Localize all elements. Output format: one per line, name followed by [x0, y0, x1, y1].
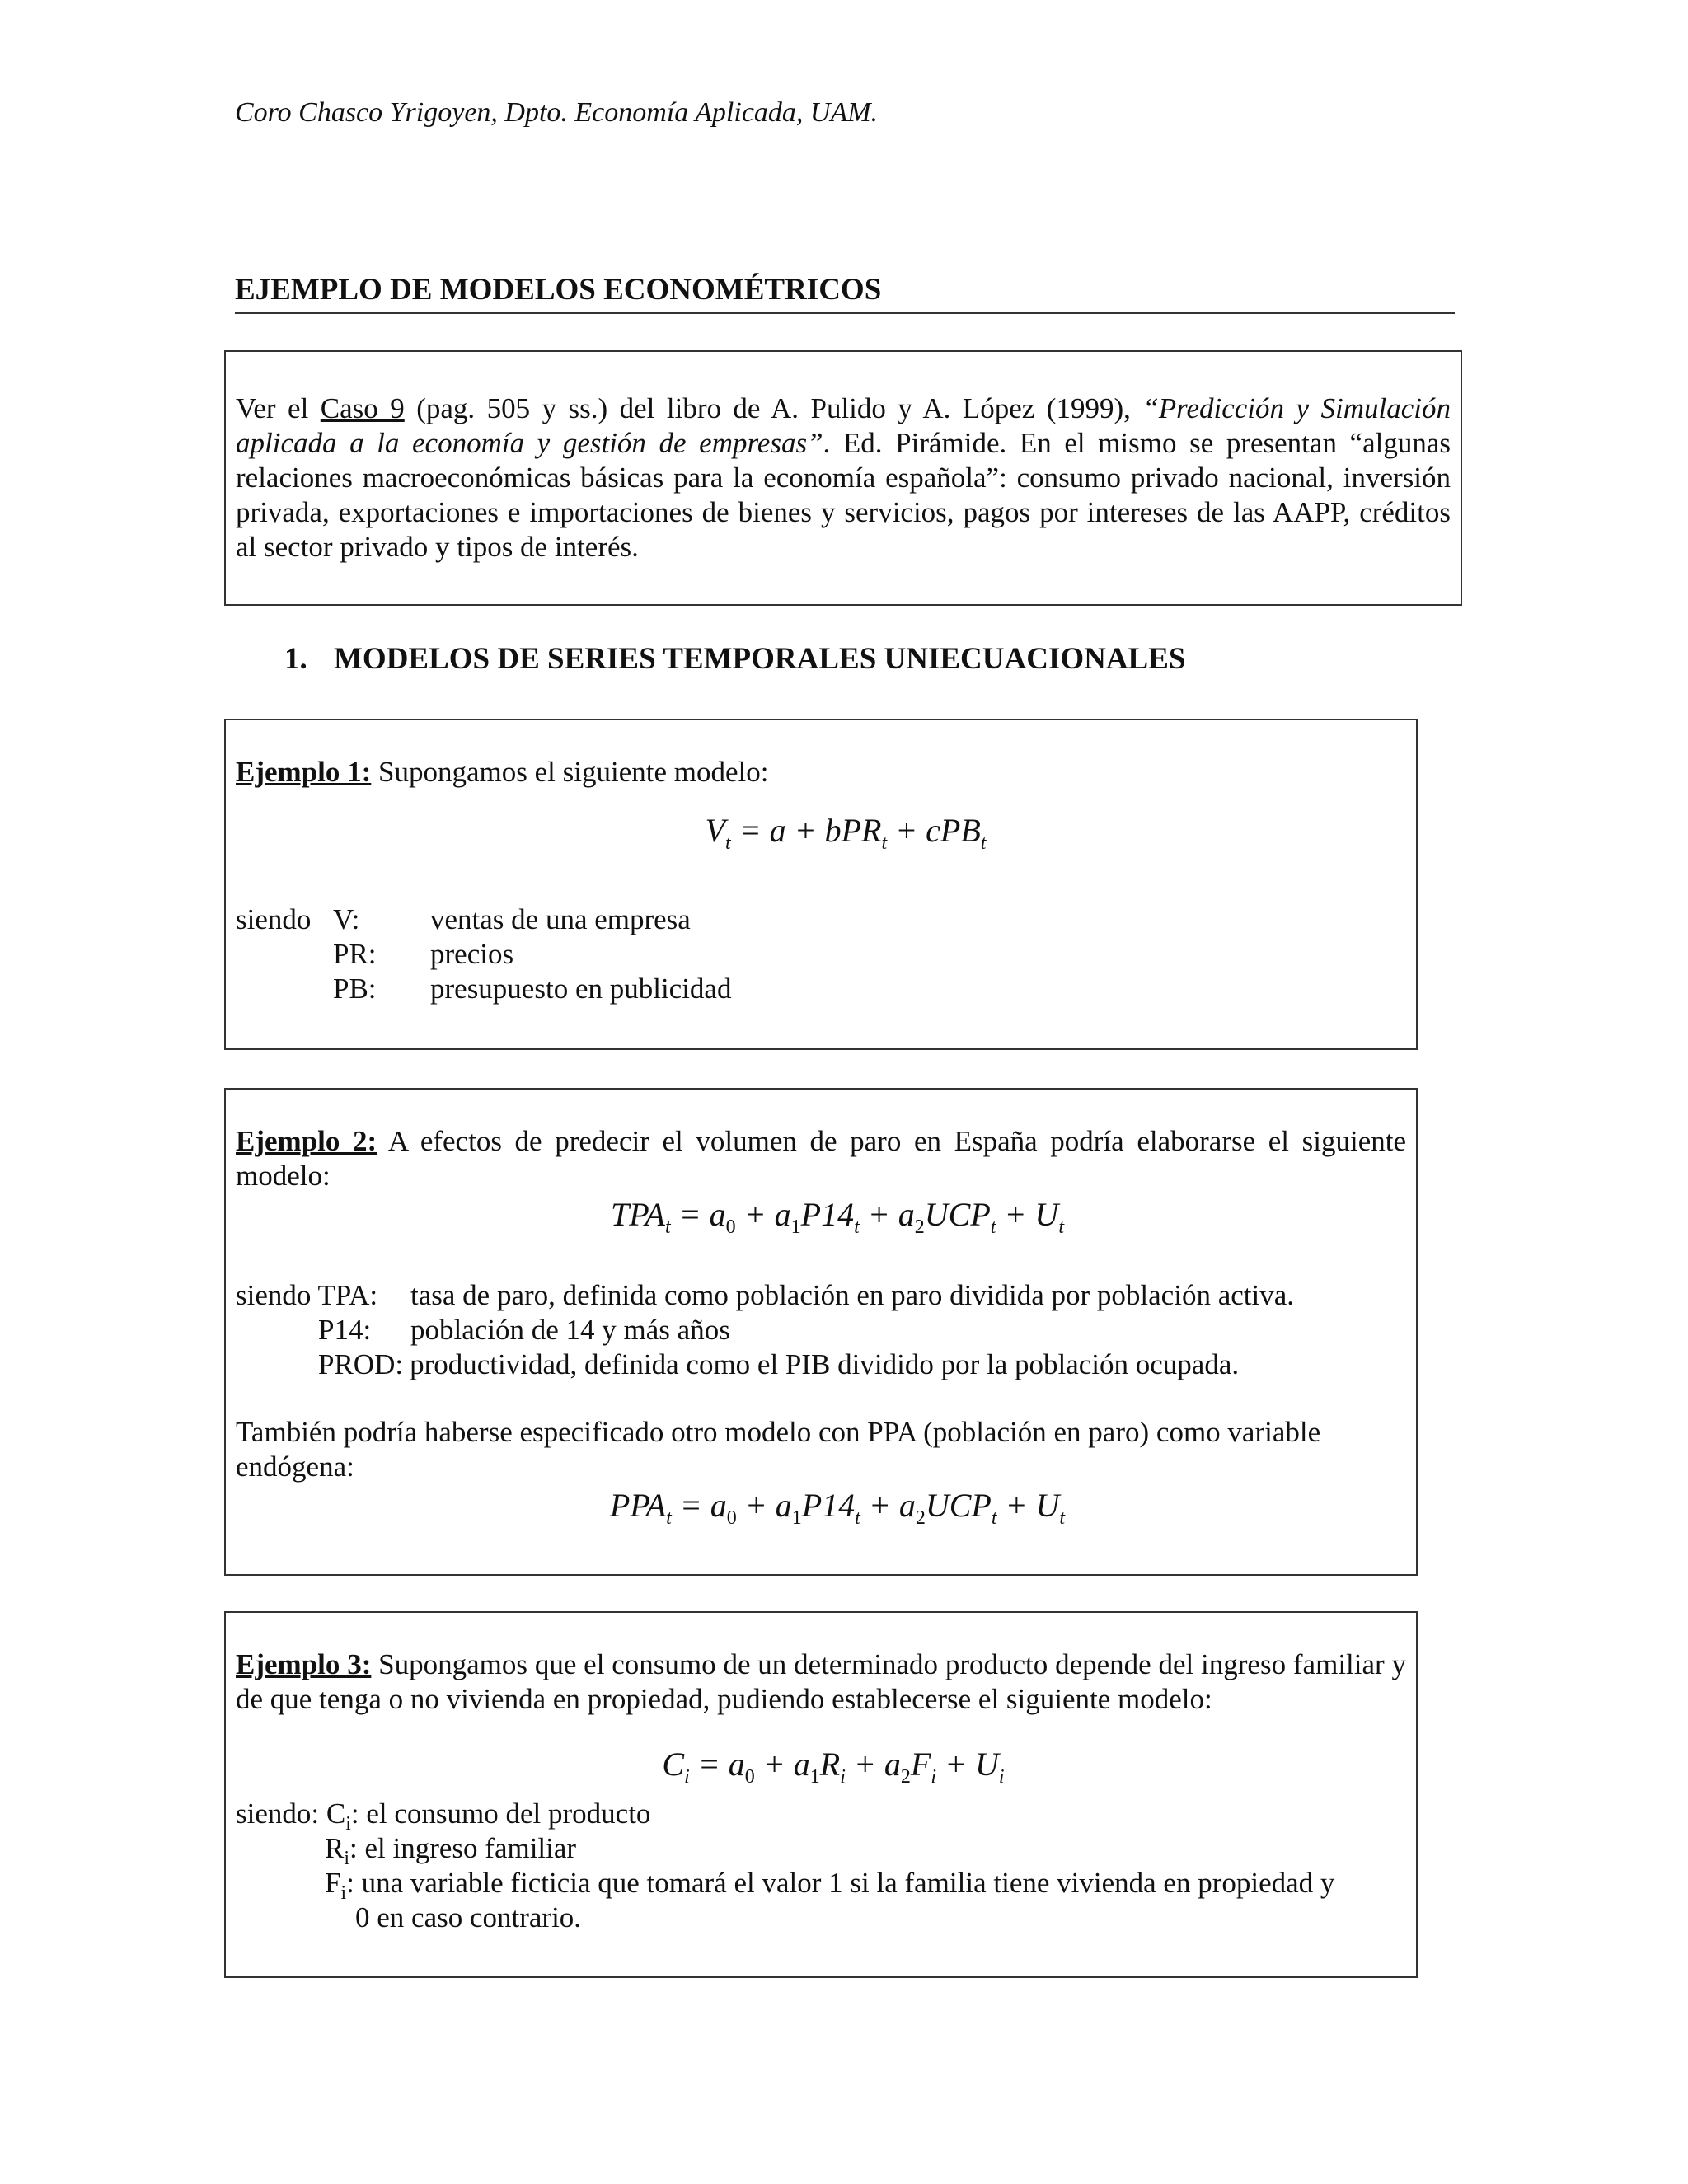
ejemplo-1-label: Ejemplo 1: [236, 756, 372, 788]
siendo-label: siendo: [236, 1797, 326, 1830]
definition-description: población de 14 y más años [410, 1314, 730, 1346]
formula-sub-i: i [931, 1766, 936, 1788]
section-heading [284, 641, 1186, 677]
definition-description: : el ingreso familiar [349, 1832, 577, 1864]
formula-a: a [710, 1487, 727, 1524]
definition-subscript: i [344, 1848, 350, 1869]
definition-variable: F [325, 1867, 341, 1899]
definition-description: : una variable ficticia que tomará el valor 1 si la familia tiene vivienda en propiedad y [346, 1867, 1335, 1899]
formula-sub-t: t [724, 832, 731, 854]
definition-description: ventas de una empresa [430, 903, 691, 935]
formula-lhs: TPA [611, 1196, 665, 1233]
formula-p14: P14 [800, 1196, 855, 1233]
formula-sub-2: 2 [900, 1766, 911, 1788]
definition-description: tasa de paro, definida como población en paro dividida por población activa. [410, 1279, 1294, 1311]
siendo-label: siendo [236, 903, 312, 935]
ejemplo-3-text: Supongamos que el consumo de un determinado producto depende del ingreso familiar y de que tenga o no vivienda en propiedad, pudiendo establecerse el siguiente modelo: [236, 1648, 1406, 1715]
formula-sub-i: i [684, 1766, 690, 1788]
ejemplo-2-intro [236, 1124, 1406, 1193]
formula-sub-t: t [980, 832, 987, 854]
definition-row [236, 1347, 1406, 1382]
formula-a: a [884, 1746, 901, 1783]
formula-rhs-1: = a + bPR [730, 812, 882, 849]
formula-sub-t: t [664, 1216, 671, 1238]
ejemplo-2-formula-2: $PPA_t = a_0 + a_1P14_t + a_2UCP_t + U_t$ [609, 1487, 1066, 1529]
formula-sub-2: 2 [915, 1507, 926, 1529]
definition-description: precios [430, 938, 514, 970]
definition-row [236, 937, 1406, 972]
definition-row [236, 1313, 1406, 1347]
ejemplo-3-intro [236, 1647, 1406, 1717]
ejemplo-2-definitions [236, 1278, 1406, 1382]
formula-u: U [1034, 1196, 1059, 1233]
intro-box [224, 350, 1462, 606]
definition-row [236, 1866, 1406, 1904]
definition-row [236, 1831, 1406, 1869]
intro-paragraph [236, 391, 1451, 565]
definition-variable: R [325, 1832, 345, 1864]
definition-variable: PR: [333, 938, 377, 970]
formula-a: a [774, 1196, 791, 1233]
formula-u: U [1035, 1487, 1060, 1524]
section-title: MODELOS DE SERIES TEMPORALES UNIECUACIONALES [334, 642, 1186, 676]
definition-variable: PROD: [318, 1348, 404, 1380]
book-title: “Predicción y Simulación aplicada a la economía y gestión de empresas” [236, 392, 1451, 459]
document-title: EJEMPLO DE MODELOS ECONOMÉTRICOS [235, 272, 1455, 314]
definition-row [236, 1278, 1406, 1313]
formula-sub-0: 0 [744, 1766, 755, 1788]
formula-v: V [705, 812, 725, 849]
ejemplo-1-box [224, 719, 1418, 1050]
intro-text-3: . Ed. Pirámide. En el mismo se presentan “algunas relaciones macroeconómicas básicas para la economía española”: consumo privado nacional, inversión privada, exportaciones e importaciones de bienes y servicios, pagos por intereses de las AAPP, créditos al sector privado y tipos de interés. [236, 427, 1451, 563]
formula-sub-1: 1 [791, 1507, 802, 1529]
formula-a: a [793, 1746, 810, 1783]
intro-text-1: Ver el [236, 392, 321, 424]
formula-a: a [775, 1487, 792, 1524]
formula-a: a [709, 1196, 726, 1233]
formula-sub-2: 2 [914, 1216, 925, 1238]
intro-text-2: (pag. 505 y ss.) del libro de A. Pulido y A. López (1999), [404, 392, 1143, 424]
definition-variable: PB: [333, 972, 377, 1005]
formula-r: R [819, 1746, 841, 1783]
definition-description: presupuesto en publicidad [430, 972, 732, 1005]
ejemplo-2-text: A efectos de predecir el volumen de paro en España podría elaborarse el siguiente modelo: [236, 1125, 1406, 1192]
formula-ucp: UCP [924, 1196, 991, 1233]
formula-sub-i: i [998, 1766, 1005, 1788]
definition-row [236, 902, 1406, 937]
formula-a: a [898, 1487, 916, 1524]
formula-sub-0: 0 [725, 1216, 736, 1238]
definition-variable: V: [333, 903, 360, 935]
formula-a: a [898, 1196, 915, 1233]
formula-sub-i: i [840, 1766, 846, 1788]
formula-sub-t: t [991, 1507, 997, 1529]
ejemplo-1-intro [236, 755, 1406, 790]
formula-u: U [975, 1746, 999, 1783]
author-header: Coro Chasco Yrigoyen, Dpto. Economía Aplicada, UAM. [235, 97, 879, 128]
formula-sub-t: t [854, 1216, 860, 1238]
ejemplo-2-alt-model-text: También podría haberse especificado otro modelo con PPA (población en paro) como variable endógena: [236, 1416, 1321, 1483]
definition-subscript: i [345, 1813, 351, 1835]
formula-lhs: PPA [609, 1487, 667, 1524]
definition-row [236, 972, 1406, 1006]
formula-rhs-2: + cPB [887, 812, 981, 849]
formula-ucp: UCP [925, 1487, 992, 1524]
ejemplo-1-definitions [236, 902, 1406, 1006]
ejemplo-2-formula-1: $TPA_t = a_0 + a_1P14_t + a_2UCP_t + U_t$ [611, 1196, 1064, 1238]
ejemplo-2-box [224, 1088, 1418, 1576]
ejemplo-3-label: Ejemplo 3: [236, 1648, 372, 1680]
section-number: 1. [284, 642, 307, 676]
formula-sub-1: 1 [790, 1216, 801, 1238]
formula-sub-1: 1 [809, 1766, 820, 1788]
definition-description: productividad, definida como el PIB dividido por la población ocupada. [410, 1348, 1240, 1380]
definition-row [236, 1797, 1406, 1835]
formula-sub-0: 0 [726, 1507, 737, 1529]
ejemplo-3-box [224, 1611, 1418, 1978]
caso-reference: Caso 9 [320, 392, 405, 424]
formula-sub-t: t [666, 1507, 672, 1529]
definition-variable: siendo TPA: [236, 1279, 378, 1311]
ejemplo-3-formula: $C_i = a_0 + a_1R_i + a_2F_i + U_i$ [662, 1746, 1005, 1788]
formula-sub-t: t [990, 1216, 996, 1238]
formula-a: a [728, 1746, 745, 1783]
definition-subscript: i [340, 1882, 347, 1904]
definition-continuation: 0 en caso contrario. [355, 1901, 582, 1933]
definition-variable: C [326, 1797, 346, 1830]
ejemplo-2-label: Ejemplo 2: [236, 1125, 377, 1157]
formula-sub-t: t [855, 1507, 860, 1529]
formula-sub-t: t [881, 832, 888, 854]
formula-sub-t: t [1059, 1507, 1066, 1529]
ejemplo-1-text: Supongamos el siguiente modelo: [371, 756, 769, 788]
formula-p14: P14 [801, 1487, 856, 1524]
formula-sub-t: t [1058, 1216, 1064, 1238]
definition-variable: P14: [318, 1314, 372, 1346]
definition-description: : el consumo del producto [350, 1797, 651, 1830]
ejemplo-1-formula [236, 811, 1406, 863]
ejemplo-3-definitions [236, 1797, 1406, 1935]
formula-c: C [662, 1746, 685, 1783]
formula-f: F [910, 1746, 931, 1783]
